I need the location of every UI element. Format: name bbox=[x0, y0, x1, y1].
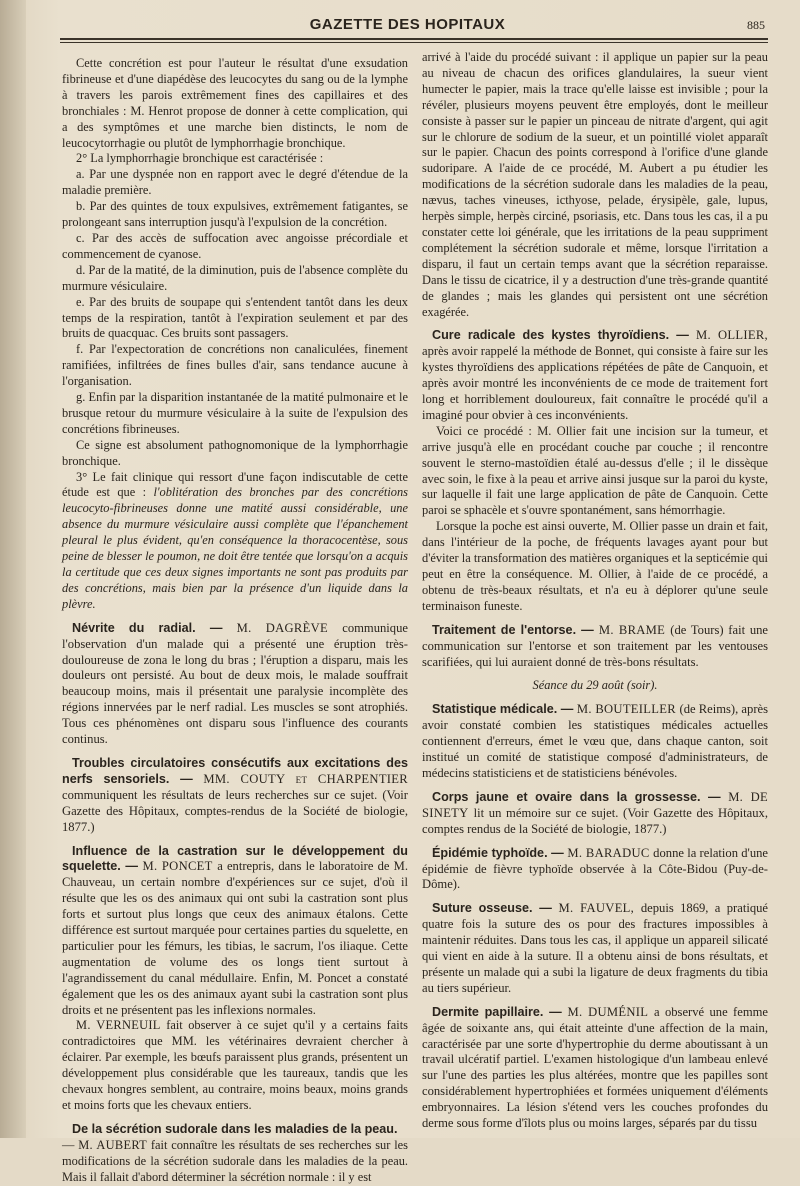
author-name: M. FAUVEL, bbox=[558, 901, 635, 916]
author-name: M. AUBERT bbox=[78, 1137, 148, 1152]
author-name: M. DUMÉNIL bbox=[567, 1004, 649, 1019]
binding-gutter bbox=[0, 0, 26, 1138]
journal-title: GAZETTE DES HOPITAUX bbox=[309, 16, 506, 33]
header-rule-thick bbox=[60, 38, 768, 40]
author-name: M. DAGRÈVE bbox=[236, 620, 329, 635]
session-date: Séance du 29 août (soir). bbox=[532, 678, 658, 693]
heading-text: Corps jaune et ovaire dans la grossesse. — bbox=[432, 789, 721, 804]
section-heading bbox=[422, 790, 768, 838]
paragraph-text: fait observer à ce sujet qu'il y a certains faits contradictoires que MM. les vétérinaires devraient chercher à éclairer. Par exemple, les bœufs paraissent plus grands, présentent un développement plus considérable que les taureaux, tandis que les chevaux hongres semblent, au contraire, moins beaux, moins grands et moins forts que les chevaux entiers. bbox=[62, 1018, 408, 1112]
heading-text: Dermite papillaire. — bbox=[432, 1004, 562, 1019]
paragraph bbox=[62, 1018, 408, 1113]
section-heading bbox=[422, 623, 768, 671]
paragraph: d. Par de la matité, de la diminution, puis de l'absence complète du murmure vésiculaire. bbox=[62, 262, 408, 293]
author-name: M. DE SINETY bbox=[422, 789, 769, 820]
author-name: M. VERNEUIL bbox=[76, 1018, 161, 1033]
heading-continuation: donne la relation d'une épidémie de fièvre typhoïde observée à la Côte-Bidou (Puy-de-Dôme). bbox=[422, 845, 769, 892]
heading-text: De la sécrétion sudorale dans les maladies de la peau. bbox=[72, 1121, 398, 1136]
heading-continuation: lit un mémoire sur ce sujet. (Voir Gazette des Hôpitaux, comptes rendus de la Société de biologie, 1877.) bbox=[422, 805, 768, 836]
author-name: MM. COUTY et CHARPENTIER bbox=[203, 771, 408, 786]
paragraph bbox=[62, 470, 408, 613]
paragraph-italic: l'oblitération des bronches par des concrétions leucocyto-fibrineuses donne une matité aussi considérable, une absence du murmure vésiculaire aussi complète que l'épanchement pleural le plus évident, qu'en conséquence la thoracocentèse, sous peine de blesser le poumon, ne doit être tentée que lorsqu'on a acquis la certitude que ces deux signes importants ne sont pas produits par des concrétions, mais bien par la présence d'un liquide dans la plèvre. bbox=[62, 485, 408, 611]
paragraph: Lorsque la poche est ainsi ouverte, M. Ollier passe un drain et fait, dans l'intérieur de la poche, de fréquents lavages ayant pour but d'éviter la transformation des matières organiques et la septicémie qui peut en être la conséquence. M. Ollier, à l'aide de ce procédé, a obtenu de très-beaux résultats, et n'a eu à déplorer qu'une seule terminaison funeste. bbox=[422, 519, 768, 613]
section-heading bbox=[62, 621, 408, 748]
paragraph: Cette concrétion est pour l'auteur le résultat d'une exsudation fibrineuse et d'une diapédèse des leucocytes du sang ou de la lymphe à travers les parois extrêmement fines des capillaires et des bronchiales : M. Henrot propose de donner à cette complication, qui a des symptômes et une marche bien distincts, le nom de leucocytorrhagie ou plutôt de lymphorrhagie bronchique. bbox=[62, 56, 408, 150]
paragraph: e. Par des bruits de soupape qui s'entendent tantôt dans les deux temps de la respiration, tantôt à l'expiration seulement et par des bruits de quacquac. Ces bruits sont passagers. bbox=[62, 294, 408, 341]
section-heading bbox=[422, 328, 768, 423]
section-heading bbox=[62, 1122, 408, 1138]
heading-continuation: communiquent les résultats de leurs recherches sur ce sujet. (Voir Gazette des Hôpitaux, comptes-rendus de la Société de biologie, 1877.) bbox=[62, 787, 408, 834]
paragraph: f. Par l'expectoration de concrétions non canaliculées, finement ramifiées, infiltrées de fines bulles d'air, sans tendance aucune à l'organisation. bbox=[62, 342, 408, 389]
heading-text: Traitement de l'entorse. — bbox=[432, 622, 594, 637]
paragraph-text: fait connaître les résultats de ses recherches sur les modifications de la sécrétion sudorale dans les maladies de la peau. Mais il fallait d'abord déterminer la sécrétion normale : il y est bbox=[62, 1137, 408, 1184]
author-name: M. PONCET bbox=[142, 859, 213, 874]
section-heading bbox=[422, 846, 768, 894]
author-name: M. BOUTEILLER bbox=[576, 702, 676, 717]
dash: — bbox=[62, 1137, 75, 1152]
heading-continuation: après avoir rappelé la méthode de Bonnet, qui consiste à faire sur les kystes thyroïdiens des applications répétées de pâte de Canquoin, et après avoir montré les inconvénients de ce mode de traitement fort long et horriblement douloureux, fait connaître le procédé qu'il a imaginé pour obvier à ces inconvénients. bbox=[422, 344, 768, 422]
page-header bbox=[50, 14, 765, 36]
heading-continuation: a observé une femme âgée de soixante ans, qui était atteinte d'une affection de la main, caractérisée par une sorte d'hypertrophie du derme aboutissant à un travail ulcératif partiel. L'examen histologique d'un lambeau enlevé sur l'une des parties les plus altérées, montre que les papilles sont considérablement hypertrophiées et formées uniquement d'éléments embryonnaires. La lésion s'étend vers les couches profondes du derme sous forme d'îlots plus ou moins larges, séparés par du tissu bbox=[422, 1004, 769, 1131]
paragraph-lead: 3° Le fait clinique qui ressort d'une façon indiscutable de cette étude est que : bbox=[62, 469, 408, 500]
paragraph bbox=[62, 1138, 408, 1186]
paragraph: Ce signe est absolument pathognomonique de la lymphorrhagie bronchique. bbox=[62, 437, 408, 468]
author-name: M. BRAME bbox=[598, 622, 666, 637]
heading-text: Épidémie typhoïde. — bbox=[432, 845, 564, 860]
paragraph: g. Enfin par la disparition instantanée de la matité pulmonaire et le brusque retour du murmure vésiculaire à la suite de l'expulsion des concrétions fibrineuses. bbox=[62, 390, 408, 436]
left-column bbox=[62, 56, 408, 1186]
section-heading bbox=[422, 702, 768, 782]
heading-continuation: (de Tours) fait une communication sur l'entorse et son traitement par les ventouses scarifiées, qui lui auraient donné de très-bons résultats. bbox=[422, 622, 769, 669]
section-heading bbox=[422, 1005, 768, 1132]
paragraph: 2° La lymphorrhagie bronchique est caractérisée : bbox=[76, 151, 324, 166]
paragraph: c. Par des accès de suffocation avec angoisse précordiale et commencement de cyanose. bbox=[62, 230, 408, 261]
heading-continuation: communique l'observation d'un malade qui a présenté une éruption très-douloureuse de zona le long du bras ; l'éruption a disparu, mais les douleurs ont persisté. Au bout de deux mois, le malade souffrait beaucoup moins, mais il présentait une paralysie incomplète des régions innervées par le nerf radial. Les muscles se sont atrophiés. Tous ces phénomènes ont disparu sous l'influence des courants continus. bbox=[62, 620, 408, 747]
header-rule-thin bbox=[60, 42, 768, 43]
paragraph: a. Par une dyspnée non en rapport avec le degré d'étendue de la maladie première. bbox=[62, 167, 408, 198]
heading-text: Statistique médicale. — bbox=[432, 702, 574, 717]
heading-text: Troubles circulatoires consécutifs aux excitations des nerfs sensoriels. — bbox=[62, 755, 408, 786]
section-heading bbox=[62, 844, 408, 1019]
author-name: M. BARADUC bbox=[567, 845, 650, 860]
paragraph: b. Par des quintes de toux expulsives, extrêmement fatigantes, se prolongeant sans interruption jusqu'à l'expulsion de la concrétion. bbox=[62, 199, 408, 230]
section-heading bbox=[62, 756, 408, 836]
heading-continuation: a entrepris, dans le laboratoire de M. Chauveau, un certain nombre d'expériences sur ce sujet, d'où il résulte que les os des animaux qui ont subi la castration sont plus forts et surtout plus longs que ceux des animaux étalons. Cette différence est surtout marquée pour certaines parties du squelette, en particulier pour les fémurs, les tibias, le sacrum, l'os iliaque. Cette augmentation de volume des os longs tient surtout à l'agrandissement du canal médullaire. Enfin, M. Poncet a constaté également que les os des animaux ayant subi la castration sont plus droits et ne présentent pas les inflexions normales. bbox=[62, 859, 408, 1017]
heading-text: Névrite du radial. — bbox=[72, 620, 223, 635]
heading-text: Cure radicale des kystes thyroïdiens. — bbox=[432, 328, 689, 343]
author-name: M. OLLIER, bbox=[695, 328, 769, 343]
page-number: 885 bbox=[747, 18, 765, 32]
paragraph: arrivé à l'aide du procédé suivant : il applique un papier sur la peau au niveau de chacun des orifices glandulaires, la sueur vient humecter le papier, mais la trace qu'elle laisse est invisible ; pour la révéler, plusieurs moyens peuvent être employés, dont le meilleur consiste à passer sur le papier un pinceau de nitrate d'argent, qui agit sur le chlorure de sodium de la sueur, et un pointillé violet apparaît sur le papier. Chacun des points correspond à l'orifice d'une glande sudoripare. A l'aide de ce procédé, M. Aubert a pu étudier les modifications de la sécrétion sudorale dans les maladies de la peau, nævus, taches vineuses, icthyose, pelade, érysipèle, gale, lupus, herpès simple, herpès circiné, psoriasis, etc. Dans tous les cas, il a pu constater cette loi générale, que les irritations de la peau suppriment complétement la sécrétion sudorale et même, lorsque l'irritation a disparu, il faut un certain temps avant que la sécrétion reparaisse. Dans le tissu de cicatrice, il y a destruction d'une très-grande quantité de glandes ; mais les glandes qui persistent ont une sécrétion exagérée. bbox=[422, 50, 768, 319]
heading-continuation: (de Reims), après avoir constaté combien les statistiques médicales actuelles contiennent d'erreurs, émet le vœu que, dans chaque canton, soit institué un comité de statistique composé d'administrateurs, de médecins statisticiens et de statisticiens bénévoles. bbox=[422, 702, 769, 780]
heading-text: Influence de la castration sur le développement du squelette. — bbox=[62, 843, 408, 874]
paragraph: Voici ce procédé : M. Ollier fait une incision sur la tumeur, et arrive jusqu'à elle en procédant couche par couche ; il rencontre souvent le sterno-mastoïdien étalé au-dessus d'elle ; il le dissèque avec soin, le fixe à la peau et arrive ainsi jusque sur la paroi du kyste, sur laquelle il fait une large application de pâte de Canquoin. Cette paroi se sphacèle et s'ouvre spontanément, sans hémorrhagie. bbox=[422, 423, 768, 518]
section-heading bbox=[422, 901, 768, 996]
heading-text: Suture osseuse. — bbox=[432, 901, 552, 916]
right-column bbox=[422, 50, 768, 1132]
heading-continuation: depuis 1869, a pratiqué quatre fois la suture des os pour des fractures impossibles à maintenir réduites. Dans tous les cas, il applique un appareil silicaté qui vient en aide à la suture. Il a obtenu ainsi de bons résultats, et présente un malade qui a subi la ligature de deux fragments du tibia au tiers supérieur. bbox=[422, 901, 769, 995]
